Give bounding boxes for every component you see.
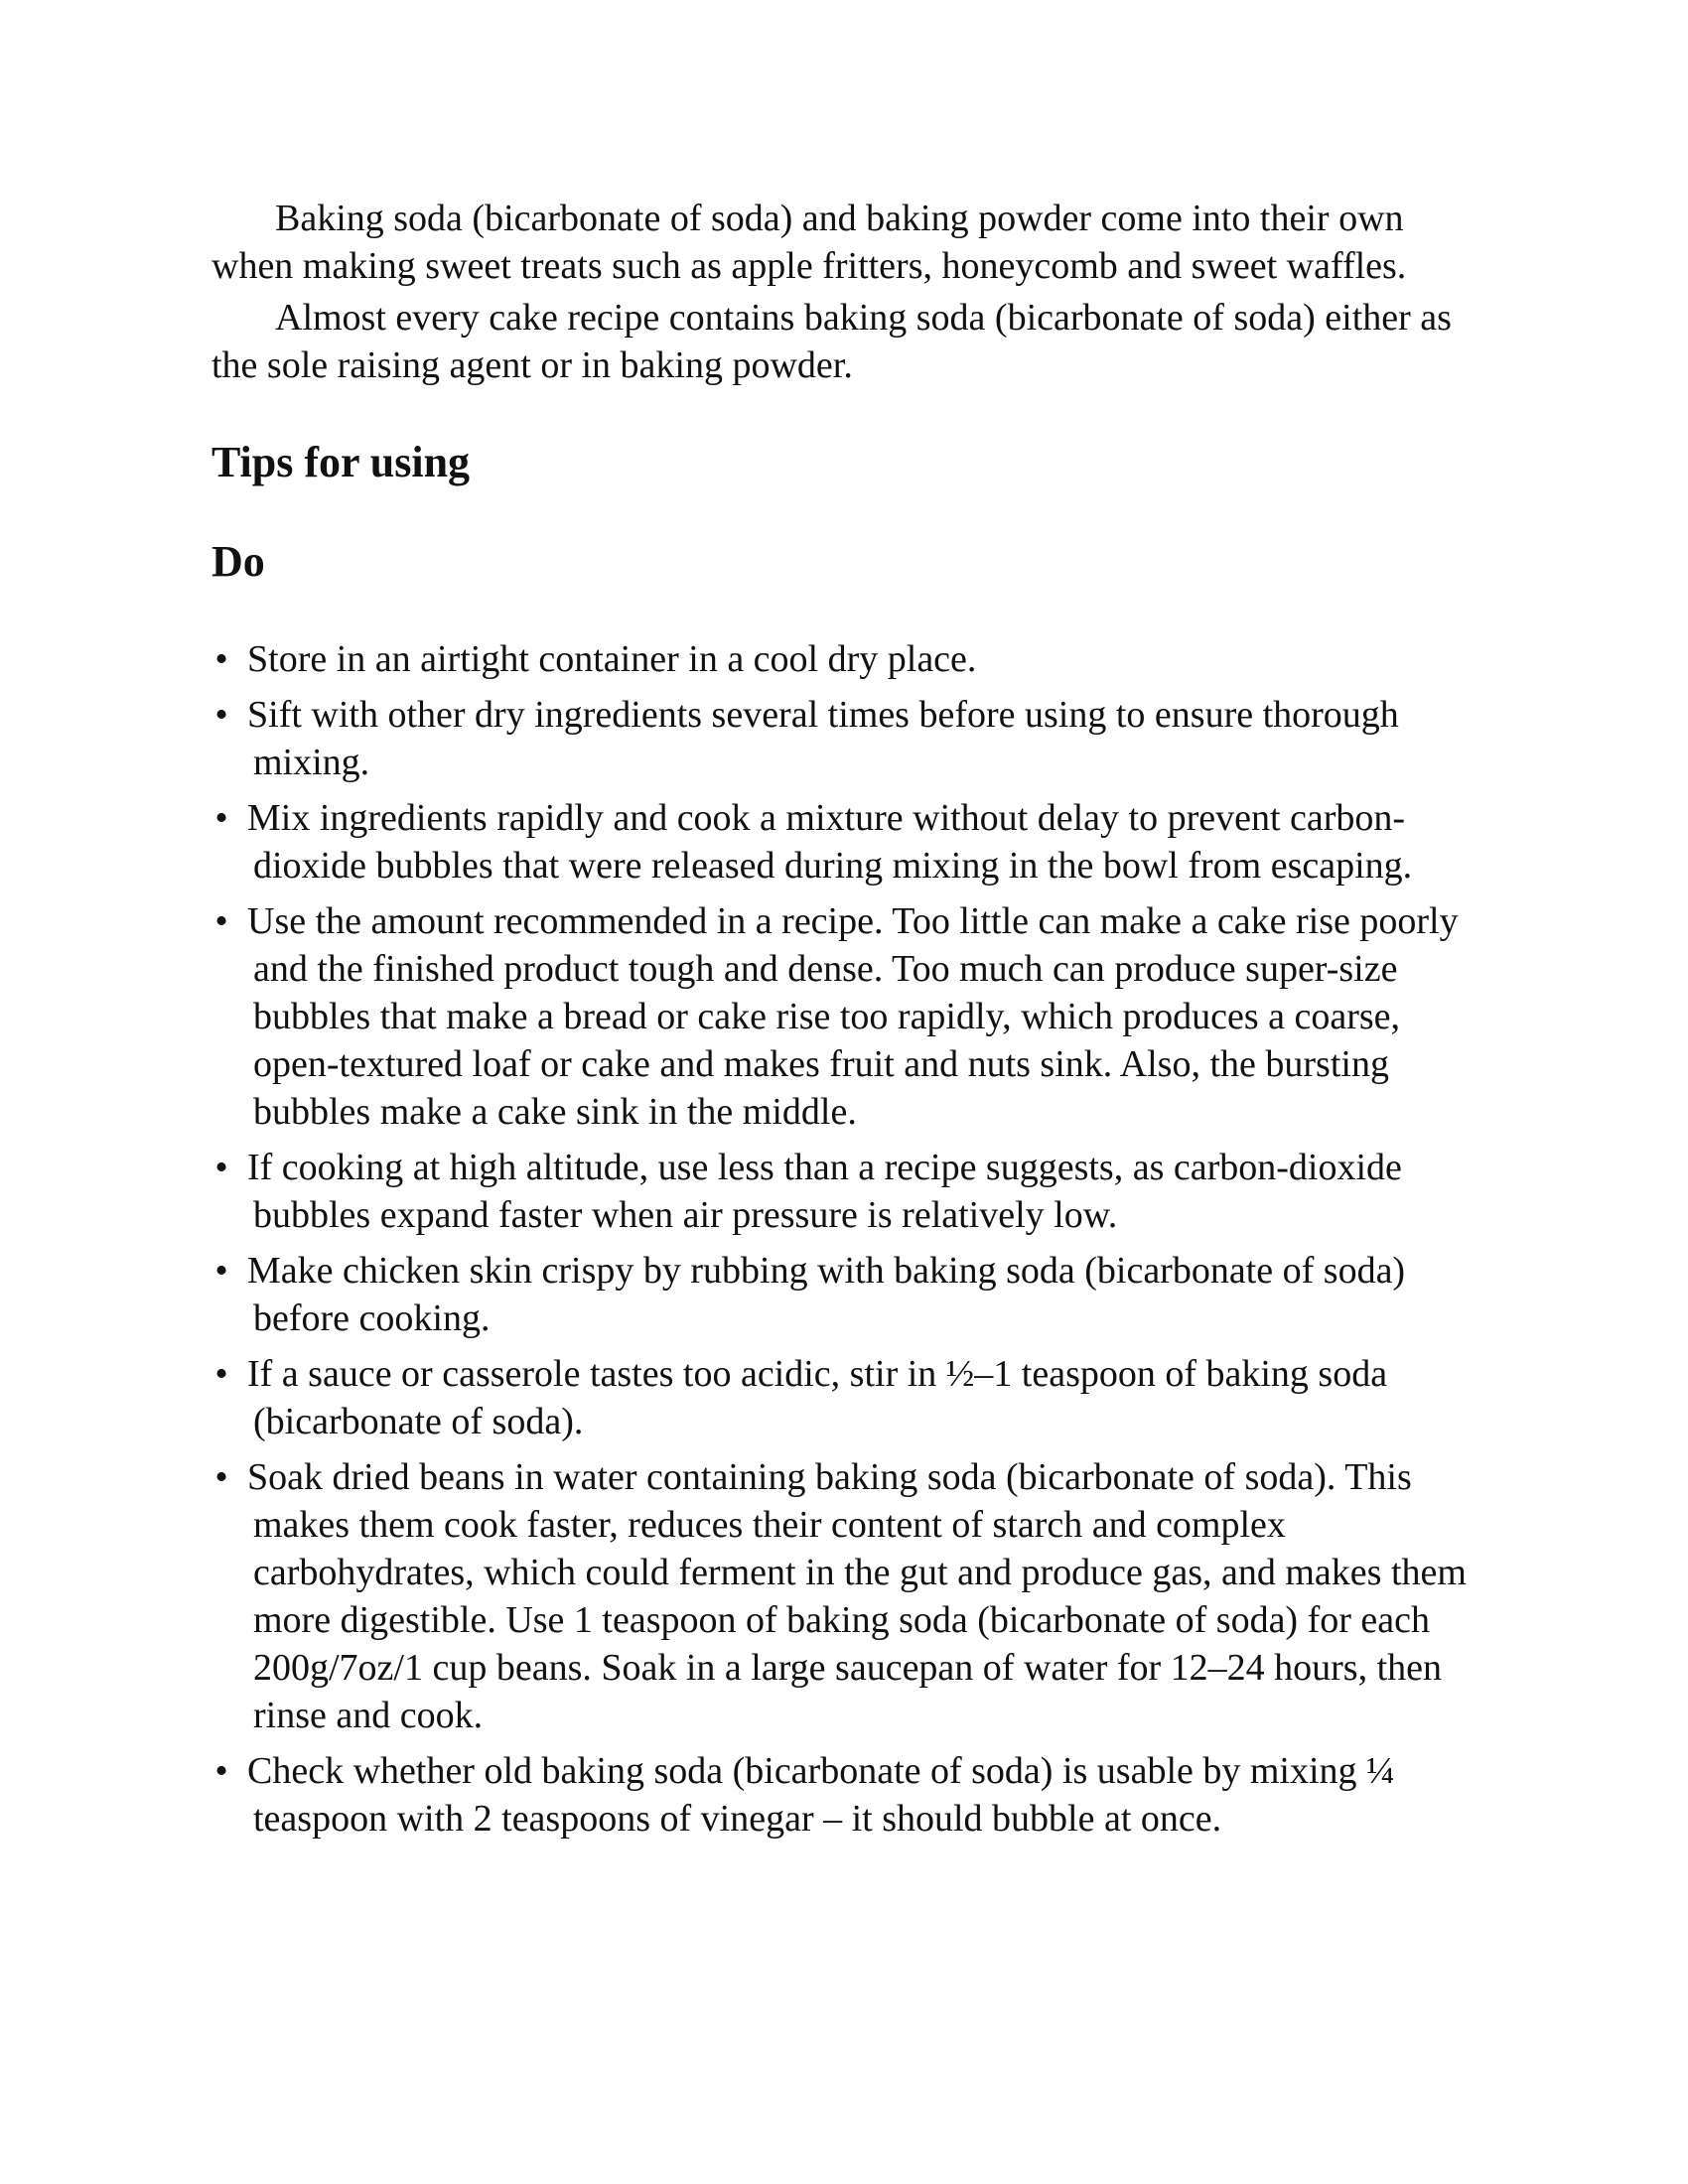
bullet-icon: • [214, 694, 228, 736]
list-item-text: Mix ingredients rapidly and cook a mixture without delay to prevent carbon-dioxide bubbles that were released during mixing in the bowl from escaping. [247, 797, 1413, 887]
bullet-icon: • [214, 638, 228, 680]
intro-paragraph: Baking soda (bicarbonate of soda) and baking powder come into their own when making sweet treats such as apple fritters, honeycomb and sweet waffles. [211, 198, 1407, 287]
list-item [211, 1144, 1492, 1239]
list-item [211, 897, 1492, 1136]
document-page [211, 195, 1492, 1850]
list-item-text: Check whether old baking soda (bicarbonate of soda) is usable by mixing ¼ teaspoon with 2 teaspoons of vinegar – it should bubble at once. [247, 1750, 1395, 1840]
list-item-text: Use the amount recommended in a recipe. Too little can make a cake rise poorly and the finished product tough and dense. Too much can produce super-size bubbles that make a bread or cake rise too rapidly, which produces a coarse, open-textured loaf or cake and makes fruit and nuts sink. Also, the bursting bubbles make a cake sink in the middle. [247, 900, 1459, 1133]
list-item [211, 1747, 1492, 1843]
list-item [211, 794, 1492, 889]
list-item-text: Store in an airtight container in a cool dry place. [247, 638, 977, 680]
list-item [211, 691, 1492, 786]
section-heading-tips: Tips for using [211, 438, 471, 486]
list-item [211, 635, 1492, 683]
list-item-text: If a sauce or casserole tastes too acidic, stir in ½–1 teaspoon of baking soda (bicarbonate of soda). [247, 1353, 1388, 1442]
list-item-text: Soak dried beans in water containing baking soda (bicarbonate of soda). This makes them cook faster, reduces their content of starch and complex carbohydrates, which could ferment in the gut and produce gas, and makes them more digestible. Use 1 teaspoon of baking soda (bicarbonate of soda) for each 200g/7oz/1 cup beans. Soak in a large saucepan of water for 12–24 hours, then rinse and cook. [247, 1456, 1467, 1736]
list-item [211, 1453, 1492, 1739]
bullet-icon: • [214, 1750, 228, 1792]
bullet-icon: • [214, 900, 228, 942]
bullet-icon: • [214, 1250, 228, 1292]
list-item-text: If cooking at high altitude, use less than a recipe suggests, as carbon-dioxide bubbles expand faster when air pressure is relatively low. [247, 1147, 1402, 1236]
bullet-icon: • [214, 797, 228, 839]
tips-list [211, 635, 1492, 1843]
list-item-text: Sift with other dry ingredients several times before using to ensure thorough mixing. [247, 694, 1399, 783]
list-item [211, 1247, 1492, 1342]
intro-paragraph: Almost every cake recipe contains baking soda (bicarbonate of soda) either as the sole raising agent or in baking powder. [211, 297, 1452, 386]
list-item-text: Make chicken skin crispy by rubbing with baking soda (bicarbonate of soda) before cooking. [247, 1250, 1406, 1339]
bullet-icon: • [214, 1353, 228, 1395]
bullet-icon: • [214, 1147, 228, 1188]
list-item [211, 1350, 1492, 1445]
subsection-heading-do: Do [211, 537, 265, 586]
bullet-icon: • [214, 1456, 228, 1498]
